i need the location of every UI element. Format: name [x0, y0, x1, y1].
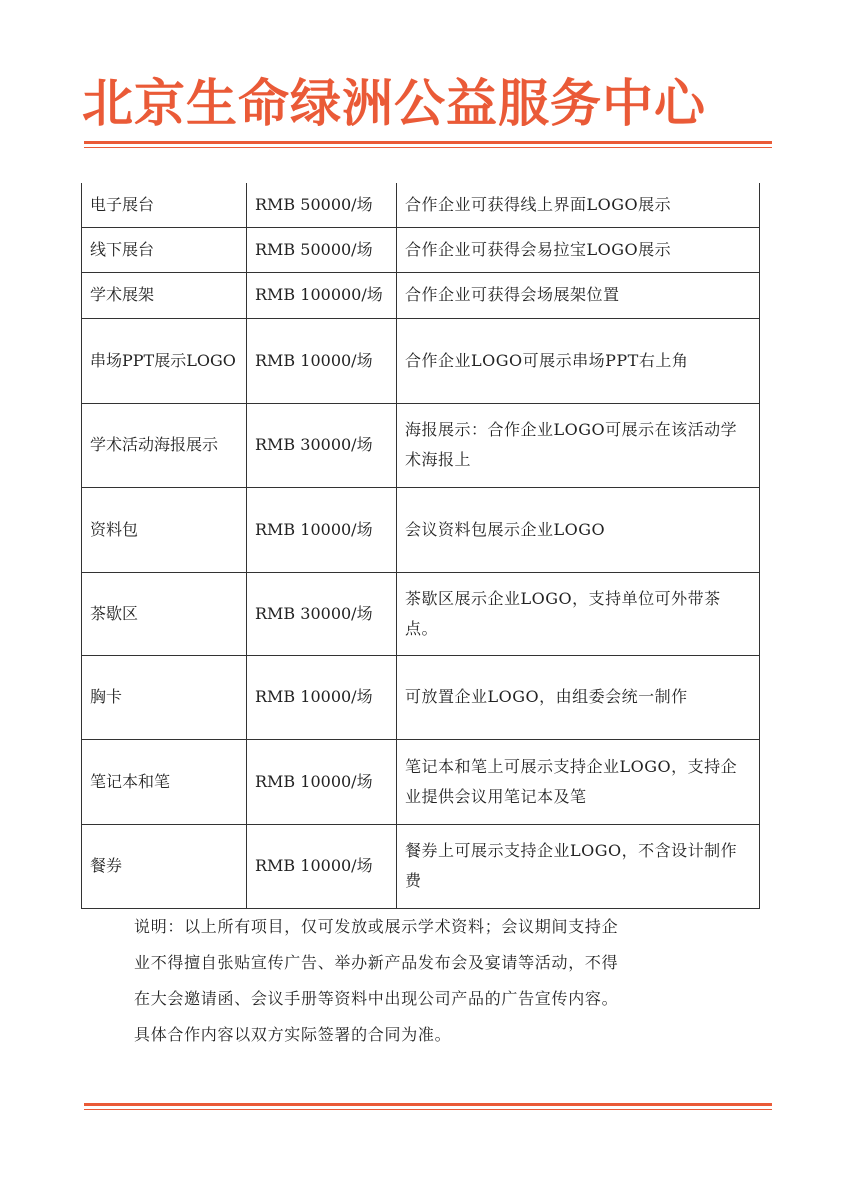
note-line: 在大会邀请函、会议手册等资料中出现公司产品的广告宣传内容。	[134, 989, 619, 1008]
description-cell: 海报展示：合作企业LOGO可展示在该活动学术海报上	[397, 403, 760, 487]
table-row	[82, 227, 760, 272]
item-cell: 餐券	[82, 824, 247, 908]
item-cell: 电子展台	[82, 183, 247, 227]
footer-rule-thick	[84, 1103, 772, 1106]
price-cell: RMB 10000/场	[247, 487, 397, 572]
item-cell: 线下展台	[82, 227, 247, 272]
description-cell: 餐券上可展示支持企业LOGO，不含设计制作费	[397, 824, 760, 908]
description-cell: 会议资料包展示企业LOGO	[397, 487, 760, 572]
price-cell: RMB 30000/场	[247, 572, 397, 655]
description-cell: 合作企业可获得会易拉宝LOGO展示	[397, 227, 760, 272]
table-row	[82, 403, 760, 487]
item-cell: 茶歇区	[82, 572, 247, 655]
price-cell: RMB 10000/场	[247, 318, 397, 403]
table-row	[82, 318, 760, 403]
item-cell: 学术展架	[82, 272, 247, 318]
footer-rule-thin	[84, 1109, 772, 1110]
description-cell: 合作企业可获得线上界面LOGO展示	[397, 183, 760, 227]
item-cell: 学术活动海报展示	[82, 403, 247, 487]
letterhead-title: 北京生命绿洲公益服务中心	[82, 75, 707, 134]
letterhead-rule-thick	[84, 141, 772, 144]
explanatory-note	[134, 909, 719, 1053]
description-cell: 合作企业可获得会场展架位置	[397, 272, 760, 318]
table-row	[82, 183, 760, 227]
sponsorship-fee-table	[81, 183, 760, 909]
price-cell: RMB 10000/场	[247, 739, 397, 824]
price-cell: RMB 10000/场	[247, 655, 397, 739]
table-row	[82, 487, 760, 572]
price-cell: RMB 50000/场	[247, 227, 397, 272]
description-cell: 茶歇区展示企业LOGO，支持单位可外带茶点。	[397, 572, 760, 655]
table-row	[82, 655, 760, 739]
description-cell: 笔记本和笔上可展示支持企业LOGO，支持企业提供会议用笔记本及笔	[397, 739, 760, 824]
price-cell: RMB 30000/场	[247, 403, 397, 487]
table-row	[82, 739, 760, 824]
note-line: 说明：以上所有项目，仅可发放或展示学术资料；会议期间支持企	[134, 917, 619, 936]
description-cell: 合作企业LOGO可展示串场PPT右上角	[397, 318, 760, 403]
letterhead-rule-thin	[84, 147, 772, 148]
table-row	[82, 824, 760, 908]
item-cell: 串场PPT展示LOGO	[82, 318, 247, 403]
note-line: 具体合作内容以双方实际签署的合同为准。	[134, 1025, 452, 1044]
description-cell: 可放置企业LOGO，由组委会统一制作	[397, 655, 760, 739]
table-row	[82, 572, 760, 655]
note-line: 业不得擅自张贴宣传广告、举办新产品发布会及宴请等活动，不得	[134, 953, 619, 972]
price-cell: RMB 10000/场	[247, 824, 397, 908]
item-cell: 胸卡	[82, 655, 247, 739]
price-cell: RMB 100000/场	[247, 272, 397, 318]
item-cell: 笔记本和笔	[82, 739, 247, 824]
item-cell: 资料包	[82, 487, 247, 572]
price-cell: RMB 50000/场	[247, 183, 397, 227]
table-row	[82, 272, 760, 318]
